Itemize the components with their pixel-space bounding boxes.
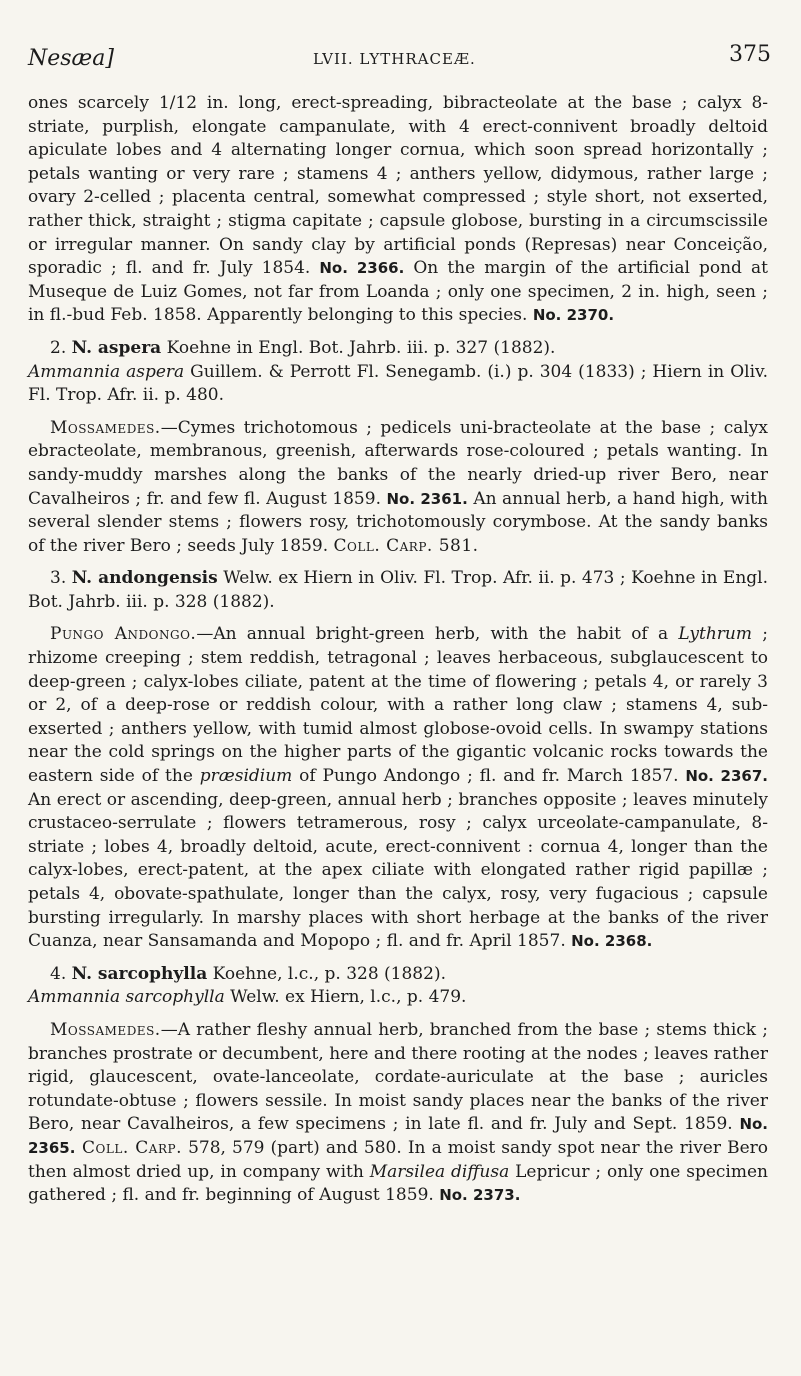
running-header bbox=[28, 42, 771, 78]
species-heading-aspera: 2. N. aspera Koehne in Engl. Bot. Jahrb. iii. p. 327 (1882). Ammannia aspera Guillem. & Perrott Fl. Senegamb. (i.) p. 304 (1833) ; Hiern in Oliv. Fl. Trop. Afr. ii. p. 480. bbox=[28, 337, 768, 406]
specimen-number: No. 2370. bbox=[532, 306, 615, 325]
locality-paragraph: Mossamedes.—Cymes trichotomous ; pedicels uni-bracteolate at the base ; calyx ebracteolate, membranous, greenish, afterwards rose-coloured ; petals wanting. In sandy-muddy marshes along the banks of the nearly dried-up river Bero, near Cavalheiros ; fr. and few fl. August 1859. No. 2361. An annual herb, a hand high, with several slender stems ; flowers rosy, trichotomously corymbose. At the sandy banks of the river Bero ; seeds July 1859. Coll. Carp. 581. bbox=[28, 417, 768, 556]
genus-abbrev: N. bbox=[71, 963, 92, 984]
locality-name: Mossamedes. bbox=[50, 417, 161, 438]
locality-name: Mossamedes. bbox=[50, 1019, 161, 1040]
page-body bbox=[28, 92, 768, 1217]
synonym: Ammannia sarcophylla bbox=[28, 987, 225, 1008]
specimen-number: No. 2361. bbox=[386, 489, 468, 508]
species-epithet: aspera bbox=[92, 337, 162, 358]
page-number: 375 bbox=[729, 42, 771, 67]
specimen-number: No. 2368. bbox=[571, 932, 653, 951]
genus-italic: Lythrum bbox=[678, 624, 752, 645]
specimen-number: No. 2367. bbox=[685, 767, 768, 786]
genus-abbrev: N. bbox=[71, 337, 92, 358]
locality-paragraph: Mossamedes.—A rather fleshy annual herb, branched from the base ; stems thick ; branches prostrate or decumbent, here and there rooting at the nodes ; leaves rather rigid, glaucescent, ovate-lanceolate, cordate-auriculate at the base ; auricles rotundate-obtuse ; flowers sessile. In moist sandy places near the banks of the river Bero, near Cavalheiros, a few specimens ; in late fl. and fr. July and Sept. 1859. No. 2365. Coll. Carp. 578, 579 (part) and 580. In a moist sandy spot near the river Bero then almost dried up, in company with Marsilea diffusa Lepricur ; only one specimen gathered ; fl. and fr. beginning of August 1859. No. 2373. bbox=[28, 1019, 768, 1206]
species-italic: Marsilea diffusa bbox=[369, 1161, 510, 1182]
continued-paragraph: ones scarcely 1/12 in. long, erect-spreading, bibracteolate at the base ; calyx 8-striate, purplish, elongate campanulate, with 4 erect-connivent broadly deltoid apiculate lobes and 4 alternating longer cornua, which soon spread horizontally ; petals wanting or very rare ; stamens 4 ; anthers yellow, didymous, rather large ; ovary 2-celled ; placenta central, somewhat compressed ; style short, not exserted, rather thick, straight ; stigma capitate ; capsule globose, bursting in a circumscissile or irregular manner. On sandy clay by artificial ponds (Represas) near Conceição, sporadic ; fl. and fr. July 1854. No. 2366. On the margin of the artificial pond at Museque de Luiz Gomes, not far from Loanda ; only one specimen, 2 in. high, seen ; in fl.-bud Feb. 1858. Apparently belonging to this species. No. 2370. bbox=[28, 93, 768, 326]
synonym: Ammannia aspera bbox=[28, 361, 185, 382]
species-epithet: sarcophylla bbox=[92, 963, 208, 984]
fraction: 1/12 bbox=[158, 93, 198, 113]
genus-abbrev: N. bbox=[71, 568, 93, 589]
header-family: LVII. LYTHRACEÆ. bbox=[313, 50, 476, 68]
specimen-number: No. 2365. bbox=[28, 1115, 768, 1157]
collection-ref: Coll. Carp. 581. bbox=[333, 535, 479, 556]
locality-paragraph: Pungo Andongo.—An annual bright-green herb, with the habit of a Lythrum ; rhizome creeping ; stem reddish, tetragonal ; leaves herbaceous, subglaucescent to deep-green ; calyx-lobes ciliate, patent at the time of flowering ; petals 4, or rarely 3 or 2, of a deep-rose or reddish colour, with a rather long claw ; stamens 4, sub-exserted ; anthers yellow, with tumid almost globose-ovoid cells. In swampy stations near the cold springs on the higher parts of the gigantic volcanic rocks towards the eastern side of the præsidium of Pungo Andongo ; fl. and fr. March 1857. No. 2367. An erect or ascending, deep-green, annual herb ; branches opposite ; leaves minutely crustaceo-serrulate ; flowers tetramerous, rosy ; calyx urceolate-campanulate, 8-striate ; lobes 4, broadly deltoid, acute, erect-connivent : cornua 4, longer than the calyx-lobes, erect-patent, at the apex ciliate with elongated rather rigid papillæ ; petals 4, obovate-spathulate, longer than the calyx, rosy, very fugacious ; capsule bursting irregularly. In marshy places with short herbage at the banks of the river Cuanza, near Sansamanda and Mopopo ; fl. and fr. April 1857. No. 2368. bbox=[28, 624, 768, 952]
specimen-number: No. 2366. bbox=[319, 259, 405, 278]
header-genus: Nesæa] bbox=[28, 46, 114, 71]
locality-name: Pungo Andongo. bbox=[50, 624, 197, 645]
species-heading-sarcophylla: 4. N. sarcophylla Koehne, l.c., p. 328 (1882). Ammannia sarcophylla Welw. ex Hiern, l.c., p. 479. bbox=[28, 963, 467, 1008]
species-epithet: andongensis bbox=[92, 568, 218, 589]
specimen-number: No. 2373. bbox=[439, 1186, 521, 1205]
species-heading-andongensis: 3. N. andongensis Welw. ex Hiern in Oliv. Fl. Trop. Afr. ii. p. 473 ; Koehne in Engl. Bot. Jahrb. iii. p. 328 (1882). bbox=[28, 568, 769, 612]
collection-ref: Coll. Carp. bbox=[75, 1137, 182, 1158]
italic-term: præsidium bbox=[199, 766, 293, 787]
